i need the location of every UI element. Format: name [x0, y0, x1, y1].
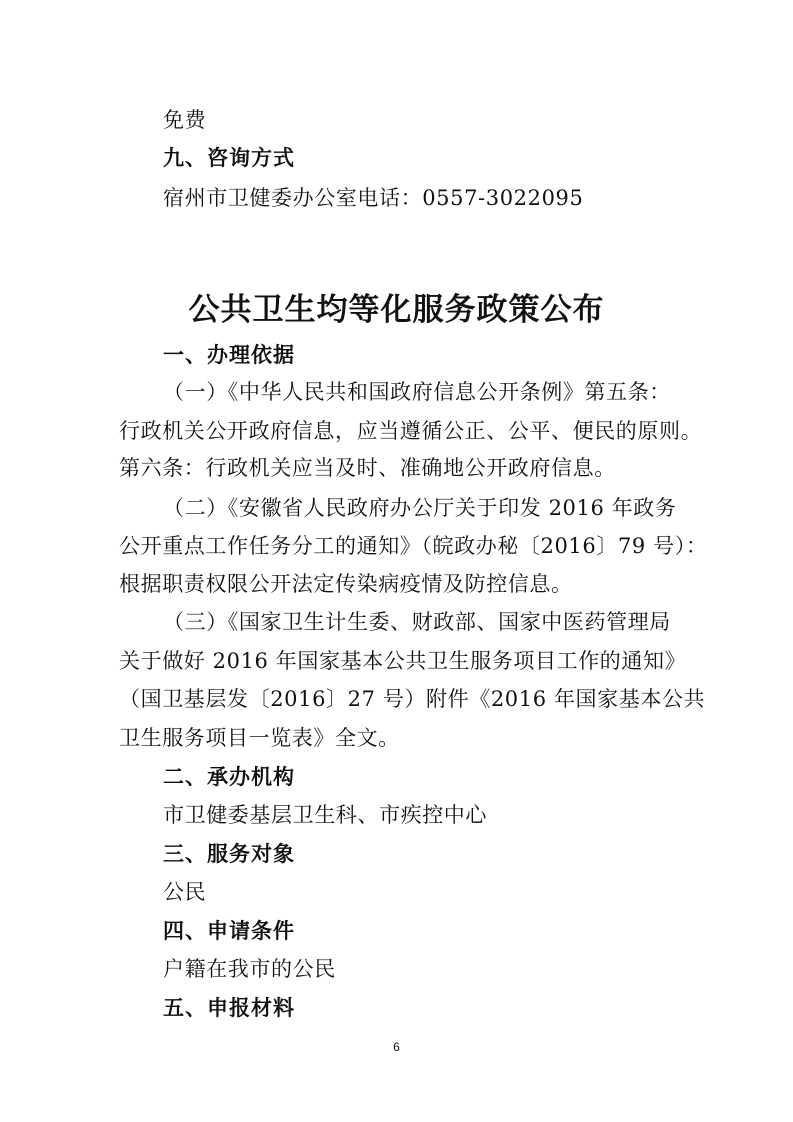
fee-text: 免费	[163, 108, 207, 132]
paragraph-line: 公开重点工作任务分工的通知》（皖政办秘〔2016〕79 号）：	[119, 534, 708, 558]
paragraph-line: 卫生服务项目一览表》全文。	[119, 726, 400, 750]
section-heading-materials: 五、申报材料	[163, 996, 295, 1020]
agency-text: 市卫健委基层卫生科、市疾控中心	[163, 803, 487, 827]
target-text: 公民	[163, 880, 207, 904]
paragraph-line: 根据职责权限公开法定传染病疫情及防控信息。	[119, 572, 573, 596]
page-number: 6	[393, 1040, 400, 1054]
paragraph-line: （三）《国家卫生计生委、财政部、国家中医药管理局	[163, 610, 671, 634]
conditions-text: 户籍在我市的公民	[163, 957, 336, 981]
paragraph-line: （国卫基层发〔2016〕27 号）附件《2016 年国家基本公共	[119, 687, 706, 711]
paragraph-line: 行政机关公开政府信息，应当遵循公正、公平、便民的原则。	[119, 419, 703, 443]
paragraph-line: （一）《中华人民共和国政府信息公开条例》第五条：	[163, 380, 671, 404]
paragraph-line: 第六条：行政机关应当及时、准确地公开政府信息。	[119, 456, 616, 480]
paragraph-line: （二）《安徽省人民政府办公厅关于印发 2016 年政务	[163, 496, 677, 520]
section-heading-consultation: 九、咨询方式	[163, 146, 295, 170]
section-heading-conditions: 四、申请条件	[163, 919, 295, 943]
page-title: 公共卫生均等化服务政策公布	[188, 292, 605, 328]
paragraph-line: 关于做好 2016 年国家基本公共卫生服务项目工作的通知》	[119, 649, 687, 673]
consultation-phone: 宿州市卫健委办公室电话：0557-3022095	[163, 186, 584, 210]
section-heading-basis: 一、办理依据	[163, 343, 295, 367]
section-heading-target: 三、服务对象	[163, 842, 295, 866]
section-heading-agency: 二、承办机构	[163, 765, 295, 789]
